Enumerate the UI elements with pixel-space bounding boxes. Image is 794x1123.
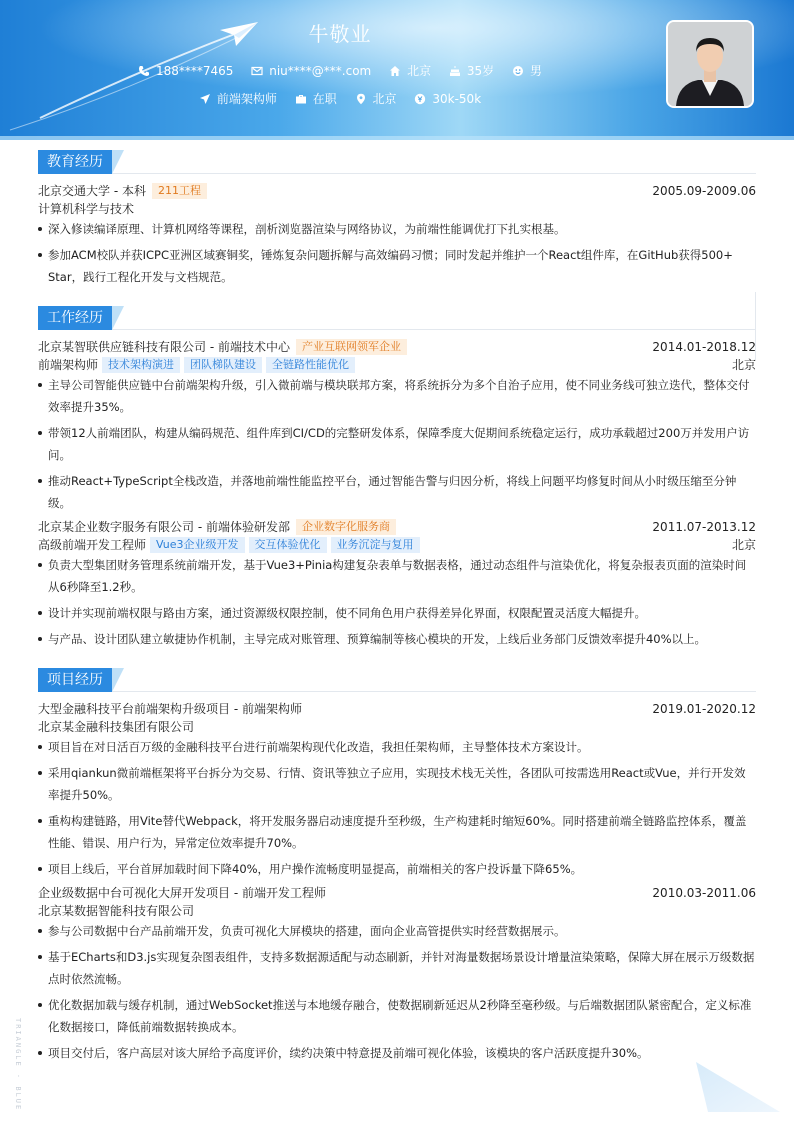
project-1-period: 2019.01-2020.12 [652, 702, 756, 716]
project-2-org: 北京某数据智能科技有限公司 [38, 904, 195, 918]
gender-text: 男 [530, 64, 543, 78]
age-item [449, 62, 494, 79]
header-underline [0, 136, 794, 140]
list-item: 与产品、设计团队建立敏捷协作机制，主导完成对账管理、预算编制等核心模块的开发，上线后业务部门反馈效率提升40%以上。 [38, 628, 756, 650]
job-1-role: 前端架构师 [38, 358, 99, 372]
job-2-company: 北京某企业数字服务有限公司 - 前端体验研发部 [38, 520, 290, 534]
job-2-bullets [38, 554, 756, 654]
status-item [295, 90, 337, 107]
title-tail-decoration [112, 150, 124, 174]
job-2-role-tag: Vue3企业级开发 [150, 537, 245, 553]
list-item: 主导公司智能供应链中台前端架构升级，引入微前端与模块联邦方案，将系统拆分为多个自治子应用，使不同业务线可独立迭代，整体交付效率提升35%。 [38, 374, 756, 418]
section-divider [38, 329, 756, 330]
project-2-header [38, 884, 756, 902]
phone-icon [138, 65, 150, 77]
candidate-name: 牛敬业 [308, 22, 372, 46]
section-divider [38, 691, 756, 692]
target-city-text: 北京 [372, 92, 397, 106]
phone-item [138, 64, 233, 78]
email-address: niu****@***.com [269, 63, 372, 78]
education-entry-header [38, 182, 756, 200]
list-item: 参与公司数据中台产品前端开发，负责可视化大屏模块的搭建，面向企业高管提供实时经营数据展示。 [38, 920, 756, 942]
project-1-org: 北京某金融科技集团有限公司 [38, 720, 195, 734]
job-2-period: 2011.07-2013.12 [652, 520, 756, 534]
job-1-company-tag: 产业互联网领军企业 [296, 339, 407, 355]
project-1-bullets [38, 736, 756, 884]
list-item: 项目交付后，客户高层对该大屏给予高度评价，续约决策中特意提及前端可视化体验，该模块的客户活跃度提升30%。 [38, 1042, 756, 1064]
major-name: 计算机科学与技术 [38, 202, 135, 216]
job-intent-row [0, 90, 680, 108]
profile-photo [666, 20, 754, 108]
age-text: 35岁 [466, 64, 495, 78]
education-title: 教育经历 [38, 150, 112, 174]
job-2-city: 北京 [731, 538, 756, 552]
job-1-company: 北京某智联供应链科技有限公司 - 前端技术中心 [38, 340, 290, 354]
salary-item [414, 92, 481, 106]
work-section-header [38, 306, 756, 330]
phone-number: 188****7465 [155, 63, 234, 78]
project-2-org-line [38, 902, 756, 920]
list-item: 重构构建链路，用Vite替代Webpack，将开发服务器启动速度提升至秒级，生产构建耗时缩短60%。同时搭建前端全链路监控体系，覆盖性能、错误、用户行为，异常定位效率提升70%。 [38, 810, 756, 854]
send-icon [199, 93, 211, 105]
school-name: 北京交通大学 - 本科 [38, 184, 146, 198]
job-2-company-tag: 企业数字化服务商 [296, 519, 396, 535]
education-section-header [38, 150, 756, 174]
major-line [38, 200, 756, 218]
project-2-name: 企业级数据中台可视化大屏开发项目 - 前端开发工程师 [38, 886, 326, 900]
target-role-item [199, 90, 277, 107]
contact-row [0, 62, 680, 80]
job-2-role-tag: 交互体验优化 [249, 537, 327, 553]
list-item: 负责大型集团财务管理系统前端开发，基于Vue3+Pinia构建复杂表单与数据表格，通过动态组件与渲染优化，将复杂报表页面的渲染时间从6秒降至1.2秒。 [38, 554, 756, 598]
job-1-role-tag: 团队梯队建设 [184, 357, 262, 373]
projects-section-header [38, 668, 756, 692]
briefcase-icon [295, 93, 307, 105]
list-item: 优化数据加载与缓存机制，通过WebSocket推送与本地缓存融合，使数据刷新延迟从2秒降至毫秒级。与后端数据团队紧密配合，定义标准化数据接口，降低前端数据转换成本。 [38, 994, 756, 1038]
avatar [668, 22, 752, 106]
job-1-header [38, 338, 756, 356]
template-watermark: TRIANGLE · BLUE [14, 1018, 22, 1112]
education-period: 2005.09-2009.06 [652, 184, 756, 198]
job-2-role: 高级前端开发工程师 [38, 538, 147, 552]
title-tail-decoration [112, 668, 124, 692]
job-1-role-line [38, 356, 756, 374]
hometown-text: 北京 [407, 64, 432, 78]
salary-text: 30k-50k [432, 91, 482, 106]
mail-icon [251, 65, 263, 77]
target-city-item [355, 90, 397, 107]
title-tail-decoration [112, 306, 124, 330]
list-item: 深入修读编译原理、计算机网络等课程，剖析浏览器渲染与网络协议，为前端性能调优打下扎实根基。 [38, 218, 756, 240]
email-item [251, 64, 371, 78]
job-1-period: 2014.01-2018.12 [652, 340, 756, 354]
job-2-role-tag: 业务沉淀与复用 [331, 537, 420, 553]
list-item: 带领12人前端团队，构建从编码规范、组件库到CI/CD的完整研发体系，保障季度大促期间系统稳定运行，成功承载超过200万并发用户访问。 [38, 422, 756, 466]
job-2-header [38, 518, 756, 536]
project-1-name: 大型金融科技平台前端架构升级项目 - 前端架构师 [38, 702, 302, 716]
cake-icon [449, 65, 461, 77]
list-item: 项目旨在对日活百万级的金融科技平台进行前端架构现代化改造，我担任架构师，主导整体技术方案设计。 [38, 736, 756, 758]
job-1-city: 北京 [731, 358, 756, 372]
list-item: 设计并实现前端权限与路由方案，通过资源级权限控制，使不同角色用户获得差异化界面，权限配置灵活度大幅提升。 [38, 602, 756, 624]
status-text: 在职 [312, 92, 337, 106]
job-1-role-tag: 技术架构演进 [102, 357, 180, 373]
education-bullets [38, 218, 756, 292]
job-2-role-line [38, 536, 756, 554]
target-role-text: 前端架构师 [216, 92, 277, 106]
list-item: 基于ECharts和D3.js实现复杂图表组件，支持多数据源适配与动态刷新，并针对海量数据场景设计增量渲染策略，保障大屏在展示万级数据点时依然流畅。 [38, 946, 756, 990]
location-icon [355, 93, 367, 105]
hometown-item [389, 62, 431, 79]
list-item: 采用qiankun微前端框架将平台拆分为交易、行情、资讯等独立子应用，实现技术栈无关性，各团队可按需选用React或Vue，并行开发效率提升50%。 [38, 762, 756, 806]
work-title: 工作经历 [38, 306, 112, 330]
project-2-period: 2010.03-2011.06 [652, 886, 756, 900]
project-1-header [38, 700, 756, 718]
job-1-role-tag: 全链路性能优化 [266, 357, 355, 373]
section-divider [38, 173, 756, 174]
corner-triangle-decoration [696, 1062, 780, 1112]
project-2-bullets [38, 920, 756, 1068]
school-tag: 211工程 [152, 183, 207, 199]
list-item: 推动React+TypeScript全栈改造，并落地前端性能监控平台，通过智能告警与归因分析，将线上问题平均修复时间从小时级压缩至分钟级。 [38, 470, 756, 514]
project-1-org-line [38, 718, 756, 736]
job-1-bullets [38, 374, 756, 518]
gender-icon [512, 65, 524, 77]
list-item: 项目上线后，平台首屏加载时间下降40%，用户操作流畅度明显提高，前端相关的客户投诉量下降65%。 [38, 858, 756, 880]
projects-title: 项目经历 [38, 668, 112, 692]
gender-item [512, 62, 542, 79]
salary-icon [414, 93, 426, 105]
home-icon [389, 65, 401, 77]
list-item: 参加ACM校队并获ICPC亚洲区域赛铜奖，锤炼复杂问题拆解与高效编码习惯；同时发起并维护一个React组件库，在GitHub获得500+ Star，践行工程化开发与文档规范。 [38, 244, 756, 288]
